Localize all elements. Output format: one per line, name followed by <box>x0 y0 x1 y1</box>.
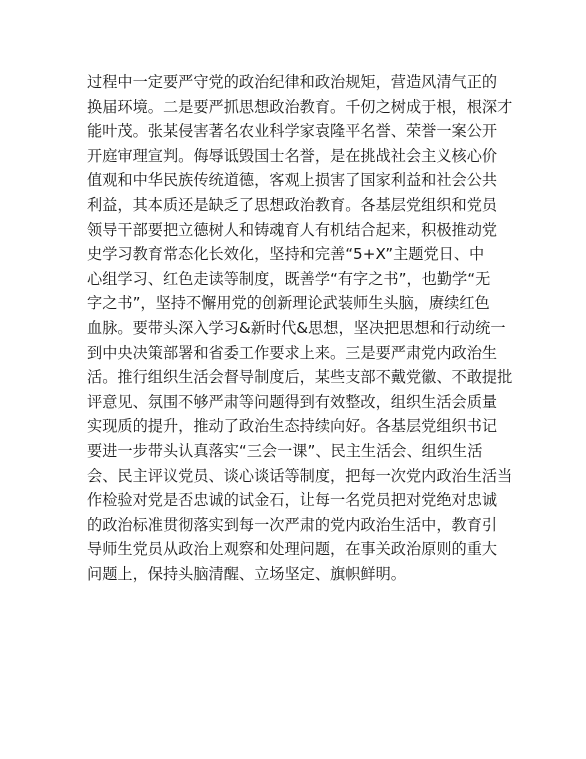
paragraph-line: 实现质的提升，推动了政治生态持续向好。各基层党组织书记 <box>87 417 498 436</box>
paragraph-line: 利益，其本质还是缺乏了思想政治教育。各基层党组织和党员 <box>87 195 498 214</box>
paragraph-line: 评意见、氛围不够严肃等问题得到有效整改，组织生活会质量 <box>87 392 498 411</box>
paragraph-line: 的政治标准贯彻落实到每一次严肃的党内政治生活中，教育引 <box>87 515 498 534</box>
paragraph-line: 血脉。要带头深入学习&新时代&思想，坚决把思想和行动统一 <box>87 318 506 337</box>
paragraph-line: 史学习教育常态化长效化，坚持和完善“5+X”主题党日、中 <box>87 245 485 264</box>
paragraph-line: 会、民主评议党员、谈心谈话等制度，把每一次党内政治生活当 <box>87 466 513 485</box>
paragraph-line: 到中央决策部署和省委工作要求上来。三是要严肃党内政治生 <box>87 343 498 362</box>
paragraph-line: 过程中一定要严守党的政治纪律和政治规矩，营造风清气正的 <box>87 73 498 91</box>
paragraph-line: 导师生党员从政治上观察和处理问题，在事关政治原则的重大 <box>87 540 498 559</box>
paragraph-line: 值观和中华民族传统道德，客观上损害了国家利益和社会公共 <box>87 171 498 190</box>
paragraph-line: 能叶茂。张某侵害著名农业科学家袁隆平名誉、荣誉一案公开 <box>87 122 498 141</box>
paragraph-line: 要进一步带头认真落实“三会一课”、民主生活会、组织生活 <box>87 441 483 460</box>
paragraph-line: 换届环境。二是要严抓思想政治教育。千仞之树成于根，根深才 <box>87 97 513 116</box>
paragraph-line: 领导干部要把立德树人和铸魂育人有机结合起来，积极推动党 <box>87 220 498 239</box>
paragraph-line: 作检验对党是否忠诚的试金石，让每一名党员把对党绝对忠诚 <box>87 491 498 510</box>
paragraph-line: 问题上，保持头脑清醒、立场坚定、旗帜鲜明。 <box>87 564 406 583</box>
body-paragraph <box>87 70 513 586</box>
paragraph-line: 活。推行组织生活会督导制度后，某些支部不戴党徽、不敢提批 <box>87 368 513 387</box>
paragraph-line: 字之书”，坚持不懈用党的创新理论武装师生头脑，赓续红色 <box>87 294 490 313</box>
paragraph-line: 开庭审理宣判。侮辱诋毁国士名誉，是在挑战社会主义核心价 <box>87 146 498 165</box>
paragraph-line: 心组学习、红色走读等制度，既善学“有字之书”，也勤学“无 <box>87 269 491 288</box>
